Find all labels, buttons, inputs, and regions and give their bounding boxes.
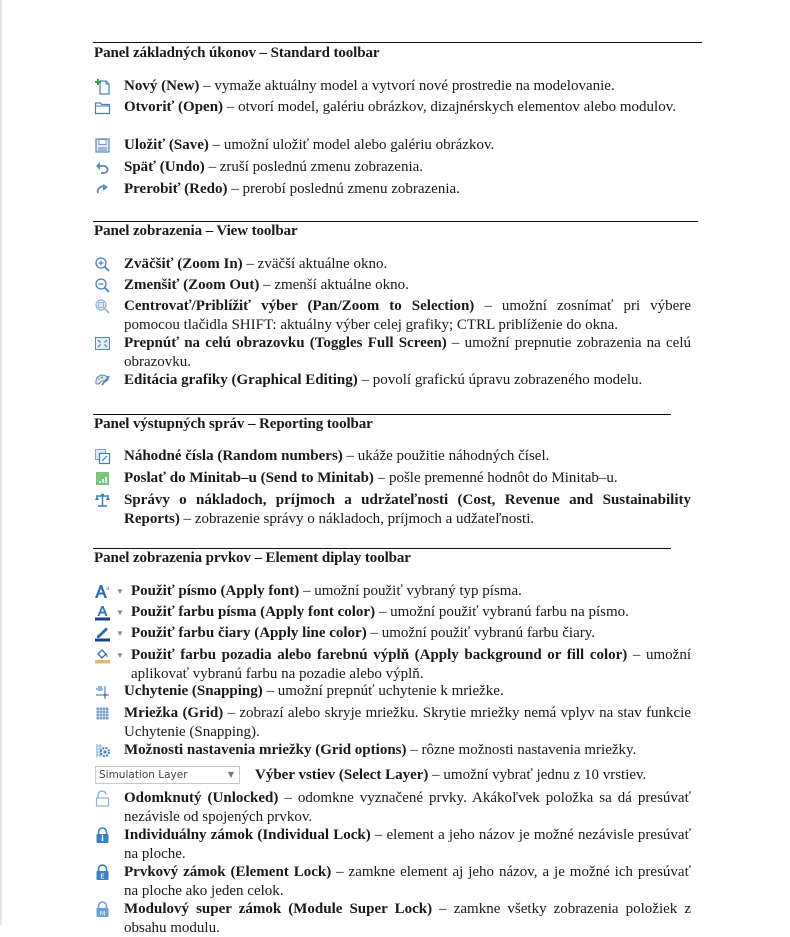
chevron-down-icon[interactable]: ▼ [227, 770, 234, 779]
item-label: Individuálny zámok (Individual Lock) [124, 827, 371, 843]
item-label: Centrovať/Priblížiť výber (Pan/Zoom to Selection) [124, 298, 475, 314]
full-screen-icon [94, 335, 111, 352]
dropdown-arrow-icon[interactable]: ▼ [116, 629, 124, 638]
item-label: Mriežka (Grid) [124, 705, 224, 721]
module-super-lock-icon [94, 901, 111, 918]
item-label: Prepnúť na celú obrazovku (Toggles Full Screen) [124, 335, 447, 351]
item-description: – pošle premenné hodnôt do Minitab–u. [373, 470, 618, 486]
page-left-edge [0, 0, 2, 925]
item-label: Prvkový zámok (Element Lock) [124, 864, 332, 880]
section-divider [93, 42, 702, 43]
item-description: – umožní zosnímať pri výbere pomocou tlačidla SHIFT: aktuálny výber celej grafiky; CTRL priblíženie do okna. [124, 298, 691, 333]
item-description: – element a jeho názov je možné nezávisle presúvať na ploche. [124, 827, 691, 862]
list-item-zoom-selection [93, 297, 691, 334]
item-description: – umožní použiť vybranú farbu čiary. [366, 625, 595, 641]
list-item-individual-lock [93, 826, 691, 863]
unlocked-icon [94, 790, 111, 807]
fill-color-icon[interactable] [94, 647, 111, 664]
list-item-undo [93, 158, 691, 177]
svg-text:E: E [100, 872, 105, 881]
item-description: – odomkne vyznačené prvky. Akákoľvek položka sa dá presúvať nezávisle od spojených prvkov. [124, 790, 691, 825]
item-description: – vymaže aktuálny model a vytvorí nové prostredie na modelovanie. [199, 78, 615, 94]
graphical-editing-icon [94, 372, 111, 389]
font-color-icon[interactable] [94, 604, 111, 621]
element-lock-icon [94, 864, 111, 881]
snapping-icon [94, 683, 111, 700]
list-item-reports [93, 491, 691, 528]
item-label: Použiť farbu pozadia alebo farebnú výplň (Apply background or fill color) [131, 647, 628, 663]
item-label: Modulový super zámok (Module Super Lock) [124, 901, 433, 917]
section-title-element-display-toolbar: Panel zobrazenia prvkov – Element diplay toolbar [94, 550, 411, 566]
line-color-icon[interactable] [94, 625, 111, 642]
section-divider [93, 414, 671, 415]
item-description: – umožní prepnutie zobrazenia na celú obrazovku. [124, 335, 691, 370]
item-label: Použiť farbu čiary (Apply line color) [131, 625, 367, 641]
list-item-snapping [93, 682, 691, 701]
item-label: Poslať do Minitab–u (Send to Minitab) [124, 470, 374, 486]
list-item-zoom-out [93, 276, 691, 295]
item-label: Prerobiť (Redo) [124, 181, 228, 197]
svg-text:a: a [106, 585, 110, 592]
zoom-out-icon [94, 277, 111, 294]
item-description: – zruší poslednú zmenu zobrazenia. [204, 159, 424, 175]
list-item-element-lock [93, 863, 691, 900]
new-document-icon [94, 78, 111, 95]
item-description: – umožní prepnúť uchytenie k mriežke. [262, 683, 504, 699]
list-item-graphical-editing [93, 371, 691, 390]
item-description: – umožní použiť vybranú farbu na písmo. [375, 604, 629, 620]
item-label: Možnosti nastavenia mriežky (Grid options) [124, 742, 407, 758]
item-description: – zobrazenie správy o nákladoch, príjmoch a udžateľnosti. [179, 510, 535, 527]
scales-icon [94, 492, 111, 509]
item-label: Uchytenie (Snapping) [124, 683, 263, 699]
minitab-chart-icon [94, 470, 111, 487]
item-label: Zmenšiť (Zoom Out) [124, 277, 260, 293]
list-item-zoom-in [93, 255, 691, 274]
item-description: – umožní použiť vybraný typ písma. [299, 583, 522, 599]
item-description: – otvorí model, galériu obrázkov, dizajnérskych elementov alebo modulov. [223, 99, 676, 115]
item-label: Správy o nákladoch, príjmoch a udržateľnosti (Cost, Revenue and Sustainability Reports) [124, 492, 691, 527]
item-label: Editácia grafiky (Graphical Editing) [124, 372, 358, 388]
item-label: Otvoriť (Open) [124, 99, 224, 115]
item-description: – zamkne všetky zobrazenia položiek z obsahu modulu. [124, 901, 691, 936]
item-description: – zobrazí alebo skryje mriežku. Skrytie mriežky nemá vplyv na stav funkcie Uchytenie (Snapping). [124, 705, 691, 740]
list-item-random-numbers [93, 447, 691, 466]
save-disk-icon [94, 137, 111, 154]
open-folder-icon [94, 99, 111, 116]
item-description: – ukáže použitie náhodných čísel. [342, 448, 550, 464]
list-item-open [93, 98, 691, 117]
item-label: Uložiť (Save) [124, 137, 209, 153]
grid-options-icon [94, 742, 111, 759]
item-label: Výber vstiev (Select Layer) [255, 767, 429, 783]
random-numbers-icon [94, 448, 111, 465]
list-item-apply-line-color[interactable] [93, 624, 691, 643]
item-description: – zväčší aktuálne okno. [242, 256, 388, 272]
item-label: Použiť písmo (Apply font) [131, 583, 300, 599]
item-label: Zväčšiť (Zoom In) [124, 256, 243, 272]
undo-arrow-icon [94, 159, 111, 176]
item-label: Náhodné čísla (Random numbers) [124, 448, 343, 464]
list-item-unlocked [93, 789, 691, 826]
zoom-selection-icon [94, 298, 111, 315]
section-title-standard-toolbar: Panel základných úkonov – Standard toolbar [94, 45, 380, 61]
dropdown-arrow-icon[interactable]: ▼ [116, 608, 124, 617]
item-description: – prerobí poslednú zmenu zobrazenia. [227, 181, 460, 197]
list-item-save [93, 136, 691, 155]
list-item-full-screen [93, 334, 691, 371]
item-description: – zamkne element aj jeho názov, a je možné ich presúvať na ploche ako jeden celok. [124, 864, 691, 899]
list-item-select-layer [93, 766, 691, 785]
list-item-apply-fill-color[interactable] [93, 646, 691, 683]
section-title-reporting-toolbar: Panel výstupných správ – Reporting toolbar [94, 416, 373, 432]
dropdown-arrow-icon[interactable]: ▼ [116, 651, 124, 660]
item-description: – zmenší aktuálne okno. [259, 277, 409, 293]
item-label: Odomknutý (Unlocked) [124, 790, 279, 806]
list-item-grid-options [93, 741, 691, 760]
list-item-grid [93, 704, 691, 741]
svg-text:M: M [99, 909, 106, 918]
list-item-module-super-lock [93, 900, 691, 937]
list-item-send-to-minitab [93, 469, 691, 488]
item-description: – umožní aplikovať vybranú farbu na pozadie alebo výplň. [131, 647, 691, 682]
redo-arrow-icon [94, 181, 111, 198]
section-divider [93, 548, 671, 549]
grid-icon [94, 705, 111, 722]
layer-select-value: Simulation Layer [99, 769, 188, 781]
item-description: – rôzne možnosti nastavenia mriežky. [406, 742, 637, 758]
dropdown-arrow-icon[interactable]: ▼ [116, 587, 124, 596]
item-description: – umožní vybrať jednu z 10 vrstiev. [428, 767, 647, 783]
section-divider [93, 221, 698, 222]
item-description: – povolí grafickú úpravu zobrazeného modelu. [357, 372, 643, 388]
list-item-new [93, 77, 691, 96]
section-title-view-toolbar: Panel zobrazenia – View toolbar [94, 223, 298, 239]
item-label: Nový (New) [124, 78, 200, 94]
individual-lock-icon [94, 827, 111, 844]
list-item-apply-font-color[interactable] [93, 603, 691, 622]
layer-select-dropdown[interactable] [95, 766, 240, 784]
list-item-apply-font[interactable] [93, 582, 691, 601]
list-item-redo [93, 180, 691, 199]
item-label: Späť (Undo) [124, 159, 205, 175]
item-label: Použiť farbu písma (Apply font color) [131, 604, 376, 620]
apply-font-icon[interactable] [94, 583, 111, 600]
item-description: – umožní uložiť model alebo galériu obrázkov. [208, 137, 495, 153]
zoom-in-icon [94, 256, 111, 273]
